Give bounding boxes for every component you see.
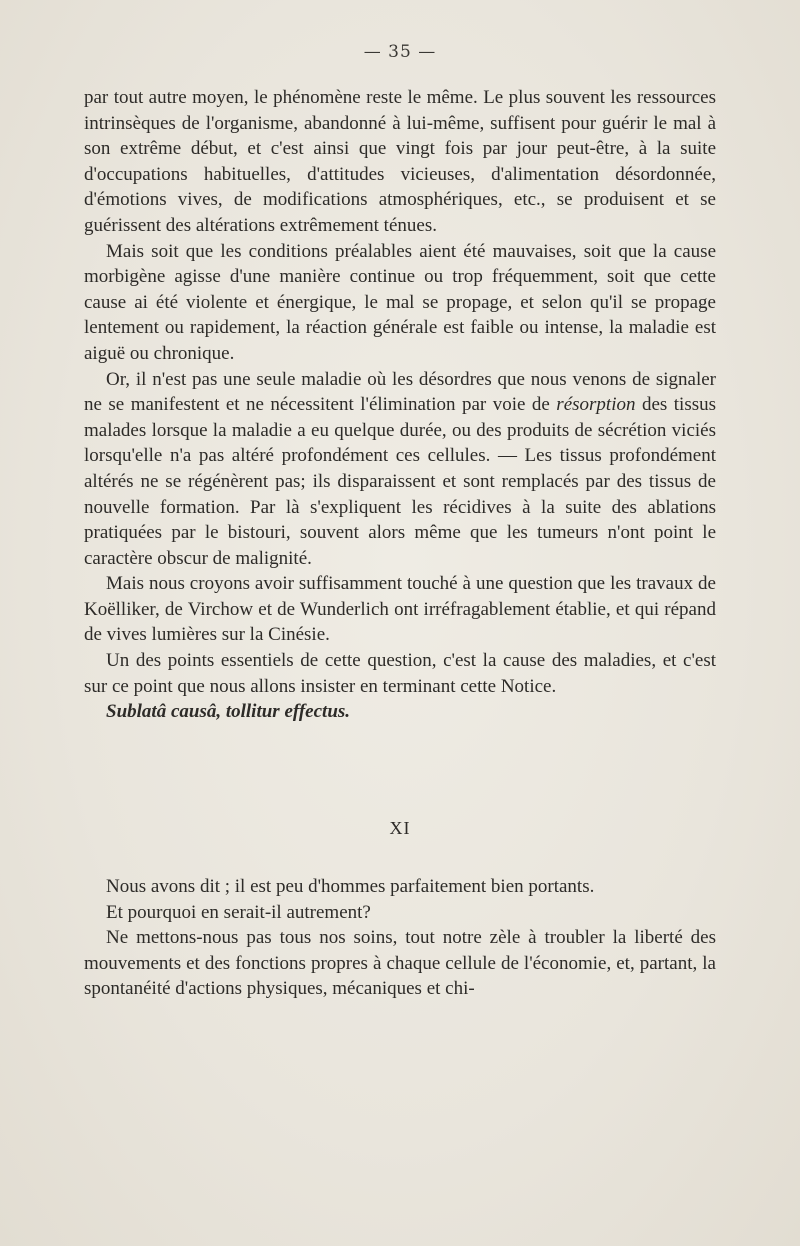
- page-number: — 35 —: [363, 42, 437, 62]
- main-text: [84, 85, 716, 725]
- resorption-term: résorption: [556, 394, 636, 416]
- latin-maxim: Sublatâ causâ, tollitur effectus.: [106, 701, 351, 723]
- paragraph-6: [84, 699, 716, 725]
- paragraph-2: Mais soit que les conditions préalables aient été mauvaises, soit que la cause morbigène agisse d'une manière continue ou trop fréquemment, soit que cette cause ai été violente et énergique, le mal se propage, et selon qu'il se propage lentement ou rapidement, la réaction générale est faible ou intense, la maladie est aiguë ou chronique.: [84, 240, 716, 364]
- paragraph-4: Mais nous croyons avoir suffisamment touché à une question que les travaux de Koëlliker, de Virchow et de Wunderlich ont irréfragablement établie, et qui répand de vives lumières sur la Cinésie.: [84, 573, 716, 646]
- paragraph-5: Un des points essentiels de cette question, c'est la cause des maladies, et c'est sur ce point que nous allons insister en terminant cette Notice.: [84, 650, 716, 697]
- paragraph-3: [84, 367, 716, 572]
- section-paragraph-2: Et pourquoi en serait-il autrement?: [106, 901, 371, 923]
- section-paragraph-1: Nous avons dit ; il est peu d'hommes parfaitement bien portants.: [106, 876, 595, 897]
- paragraph-3-part-1: Or, il n'est pas une seule maladie où les désordres que nous venons de signaler ne se manifestent et ne nécessitent l'élimination par voie de: [84, 368, 716, 416]
- section-paragraph-3: Ne mettons-nous pas tous nos soins, tout notre zèle à troubler la liberté des mouvements et des fonctions propres à chaque cellule de l'économie, et, partant, la spontanéité d'actions physiques, mécaniques et chi-: [84, 927, 716, 1000]
- paragraph-1: par tout autre moyen, le phénomène reste le même. Le plus souvent les ressources intrinsèques de l'organisme, abandonné à lui-même, suffisent pour guérir le mal à son extrême début, et c'est ainsi que vingt fois par jour peut-être, à la suite d'occupations habituelles, d'attitudes vicieuses, d'alimentation désordonnée, d'émotions vives, de modifications atmosphériques, etc., se produisent et se guérissent des altérations extrêmement ténues.: [84, 87, 716, 236]
- section-heading: XI: [389, 818, 411, 838]
- section-text: [84, 874, 716, 1002]
- paragraph-3-part-2: des tissus malades lorsque la maladie a eu quelque durée, ou des produits de sécrétion viciés lorsqu'elle n'a pas altéré profondément ces cellules. — Les tissus profondément altérés ne se régénèrent pas; ils disparaissent et sont remplacés par des tissus de nouvelle formation. Par là s'expliquent les récidives à la suite des ablations pratiquées par le bistouri, souvent alors même que les tumeurs n'ont point le caractère obscur de malignité.: [84, 394, 716, 569]
